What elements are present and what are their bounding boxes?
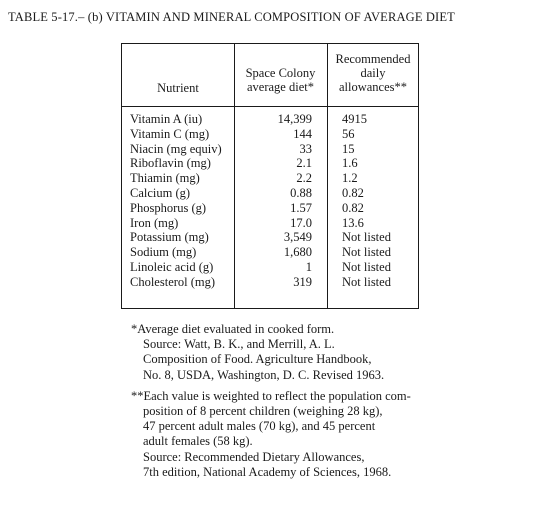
cell-rda: 4915 bbox=[342, 112, 367, 126]
cell-colony: 144 bbox=[293, 126, 312, 141]
footnote-line: Composition of Food. Agriculture Handbook, bbox=[143, 352, 372, 367]
nutrient-table bbox=[121, 43, 419, 309]
cell-colony: 0.88 bbox=[290, 185, 312, 200]
footnote-line: Source: Recommended Dietary Allowances, bbox=[143, 449, 365, 464]
cell-nutrient: Linoleic acid (g) bbox=[130, 259, 214, 274]
header-colony-line: Space Colony bbox=[245, 66, 316, 80]
table-row bbox=[122, 275, 418, 290]
header-nutrient bbox=[122, 81, 234, 95]
table-row bbox=[122, 245, 418, 260]
table-row bbox=[122, 201, 418, 216]
table-row bbox=[122, 112, 418, 127]
table-row bbox=[122, 156, 418, 171]
cell-colony: 3,549 bbox=[283, 230, 312, 245]
header-rda-line: daily bbox=[360, 66, 386, 80]
footnote-double-star bbox=[131, 389, 541, 480]
cell-nutrient: Thiamin (mg) bbox=[130, 171, 200, 186]
header-recommended bbox=[327, 52, 419, 94]
cell-nutrient: Vitamin A (iu) bbox=[130, 112, 203, 126]
header-nutrient-label: Nutrient bbox=[157, 81, 199, 95]
cell-rda: 13.6 bbox=[342, 215, 364, 230]
footnote-line: adult females (58 kg). bbox=[143, 434, 253, 449]
cell-nutrient: Iron (mg) bbox=[130, 215, 179, 230]
cell-nutrient: Sodium (mg) bbox=[130, 245, 197, 260]
cell-rda: 56 bbox=[342, 126, 355, 141]
footnote-line: 47 percent adult males (70 kg), and 45 percent bbox=[143, 419, 376, 434]
table-row bbox=[122, 186, 418, 201]
footnote-line: **Each value is weighted to reflect the population com- bbox=[131, 388, 411, 403]
table-row bbox=[122, 230, 418, 245]
footnote-line: position of 8 percent children (weighing 28 kg), bbox=[143, 404, 383, 419]
cell-nutrient: Phosphorus (g) bbox=[130, 200, 207, 215]
table-row bbox=[122, 216, 418, 231]
cell-rda: 1.6 bbox=[342, 156, 358, 171]
header-rda-line: allowances** bbox=[338, 80, 408, 94]
cell-colony: 1.57 bbox=[290, 200, 312, 215]
cell-rda: 15 bbox=[342, 141, 355, 156]
cell-rda: 1.2 bbox=[342, 171, 358, 186]
cell-rda: Not listed bbox=[342, 259, 391, 274]
cell-colony: 319 bbox=[293, 274, 312, 289]
cell-nutrient: Niacin (mg equiv) bbox=[130, 141, 222, 156]
header-space-colony bbox=[234, 66, 327, 94]
table-row bbox=[122, 171, 418, 186]
header-colony-line: average diet* bbox=[247, 80, 314, 94]
header-divider bbox=[122, 106, 418, 107]
table-body bbox=[122, 112, 418, 290]
footnotes bbox=[131, 322, 541, 486]
table-title: TABLE 5-17.– (b) VITAMIN AND MINERAL COMPOSITION OF AVERAGE DIET bbox=[8, 10, 455, 24]
footnote-single-star bbox=[131, 322, 541, 383]
cell-nutrient: Calcium (g) bbox=[130, 185, 191, 200]
cell-nutrient: Potassium (mg) bbox=[130, 230, 209, 245]
cell-rda: Not listed bbox=[342, 274, 391, 289]
footnote-line: 7th edition, National Academy of Sciences, 1968. bbox=[143, 464, 392, 479]
cell-colony: 33 bbox=[299, 141, 312, 156]
cell-rda: Not listed bbox=[342, 245, 391, 260]
cell-colony: 17.0 bbox=[290, 215, 312, 230]
footnote-line: *Average diet evaluated in cooked form. bbox=[131, 322, 335, 336]
cell-colony: 14,399 bbox=[277, 112, 312, 126]
footnote-line: No. 8, USDA, Washington, D. C. Revised 1963. bbox=[143, 367, 385, 382]
cell-rda: Not listed bbox=[342, 230, 391, 245]
cell-colony: 2.2 bbox=[296, 171, 312, 186]
cell-rda: 0.82 bbox=[342, 185, 364, 200]
cell-nutrient: Riboflavin (mg) bbox=[130, 156, 211, 171]
table-row bbox=[122, 142, 418, 157]
table-row bbox=[122, 127, 418, 142]
cell-colony: 1 bbox=[305, 259, 312, 274]
header-rda-line: Recommended bbox=[335, 52, 411, 66]
cell-colony: 1,680 bbox=[283, 245, 312, 260]
table-row bbox=[122, 260, 418, 275]
cell-nutrient: Vitamin C (mg) bbox=[130, 126, 210, 141]
cell-rda: 0.82 bbox=[342, 200, 364, 215]
cell-nutrient: Cholesterol (mg) bbox=[130, 274, 216, 289]
footnote-line: Source: Watt, B. K., and Merrill, A. L. bbox=[143, 337, 335, 352]
cell-colony: 2.1 bbox=[296, 156, 312, 171]
